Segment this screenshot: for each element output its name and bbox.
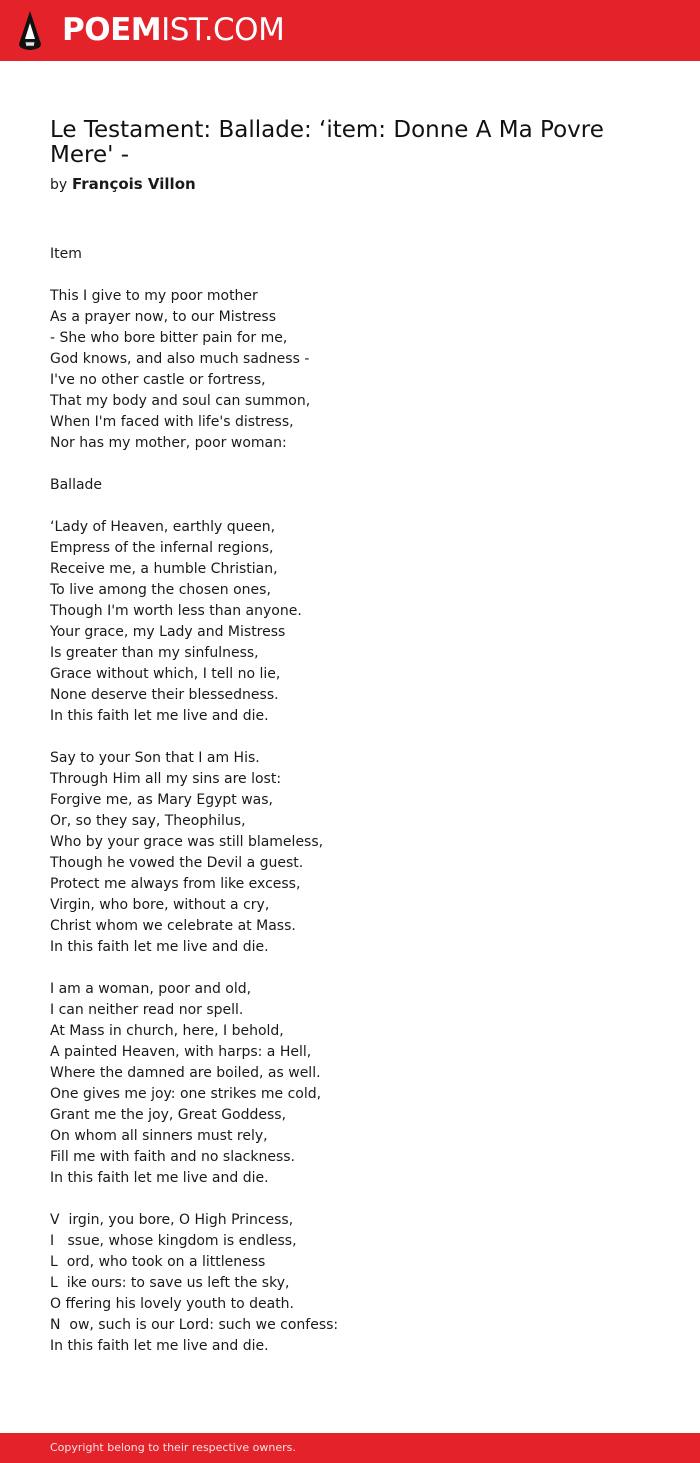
pen-nib-icon (17, 9, 43, 51)
poem-line: Item (50, 246, 82, 262)
poem-line: Receive me, a humble Christian, (50, 561, 278, 577)
poem-line: In this faith let me live and die. (50, 1338, 269, 1354)
poem-line: V irgin, you bore, O High Princess, (50, 1212, 294, 1228)
poem-line: Grace without which, I tell no lie, (50, 666, 281, 682)
byline (50, 174, 196, 195)
poem-line: None deserve their blessedness. (50, 687, 279, 703)
poem-line: In this faith let me live and die. (50, 708, 269, 724)
poem-line (50, 727, 650, 748)
poem-line: Or, so they say, Theophilus, (50, 813, 246, 829)
poem-title: Le Testament: Ballade: ‘item: Donne A Ma Povre Mere' - (50, 117, 604, 168)
site-footer (0, 1433, 700, 1463)
poem-line: I ssue, whose kingdom is endless, (50, 1233, 297, 1249)
poem-body (50, 244, 650, 1357)
poem-line: Protect me always from like excess, (50, 876, 301, 892)
poem-line: Who by your grace was still blameless, (50, 834, 324, 850)
poem-line: ‘Lady of Heaven, earthly queen, (50, 519, 276, 535)
poem-line: Say to your Son that I am His. (50, 750, 260, 766)
poem-line: L ike ours: to save us left the sky, (50, 1275, 290, 1291)
poem-line: At Mass in church, here, I behold, (50, 1023, 284, 1039)
poem-line (50, 1189, 650, 1210)
poem-line: Christ whom we celebrate at Mass. (50, 918, 296, 934)
poem-line: Where the damned are boiled, as well. (50, 1065, 321, 1081)
logo-bold-text: POEM (62, 12, 162, 48)
poem-line: Nor has my mother, poor woman: (50, 435, 287, 451)
author-link[interactable]: François Villon (71, 175, 196, 193)
site-logo-link[interactable] (62, 12, 284, 48)
poem-line: Is greater than my sinfulness, (50, 645, 259, 661)
poem-line (50, 958, 650, 979)
poem-line: When I'm faced with life's distress, (50, 414, 294, 430)
poem-line (50, 496, 650, 517)
poem-line: God knows, and also much sadness - (50, 351, 310, 367)
poem-line: To live among the chosen ones, (50, 582, 271, 598)
poem-line: Empress of the infernal regions, (50, 540, 274, 556)
poem-line: - She who bore bitter pain for me, (50, 330, 288, 346)
poem-line: As a prayer now, to our Mistress (50, 309, 277, 325)
poem-line: N ow, such is our Lord: such we confess: (50, 1317, 339, 1333)
logo-light-text: IST.COM (161, 12, 285, 48)
poem-line: I am a woman, poor and old, (50, 981, 252, 997)
poem-line: O ffering his lovely youth to death. (50, 1296, 295, 1312)
poem-line: On whom all sinners must rely, (50, 1128, 268, 1144)
poem-line: This I give to my poor mother (50, 288, 258, 304)
poem-line: One gives me joy: one strikes me cold, (50, 1086, 322, 1102)
poem-line: Virgin, who bore, without a cry, (50, 897, 270, 913)
poem-line: Though I'm worth less than anyone. (50, 603, 302, 619)
site-header (0, 0, 700, 61)
poem-line: Grant me the joy, Great Goddess, (50, 1107, 287, 1123)
poem-line: In this faith let me live and die. (50, 939, 269, 955)
poem-line: That my body and soul can summon, (50, 393, 311, 409)
poem-line: A painted Heaven, with harps: a Hell, (50, 1044, 312, 1060)
poem-line (50, 265, 650, 286)
poem-line: I can neither read nor spell. (50, 1002, 244, 1018)
poem-line: Your grace, my Lady and Mistress (50, 624, 286, 640)
poem-line: Forgive me, as Mary Egypt was, (50, 792, 273, 808)
poem-line: Through Him all my sins are lost: (50, 771, 282, 787)
poem-line: I've no other castle or fortress, (50, 372, 266, 388)
poem-line: Fill me with faith and no slackness. (50, 1149, 295, 1165)
poem-line: Though he vowed the Devil a guest. (50, 855, 304, 871)
poem-line (50, 454, 650, 475)
byline-prefix: by (50, 177, 68, 193)
poem-line: Ballade (50, 477, 103, 493)
copyright-notice: Copyright belong to their respective owners. (50, 1441, 296, 1454)
poem-line: In this faith let me live and die. (50, 1170, 269, 1186)
poem-line: L ord, who took on a littleness (50, 1254, 266, 1270)
